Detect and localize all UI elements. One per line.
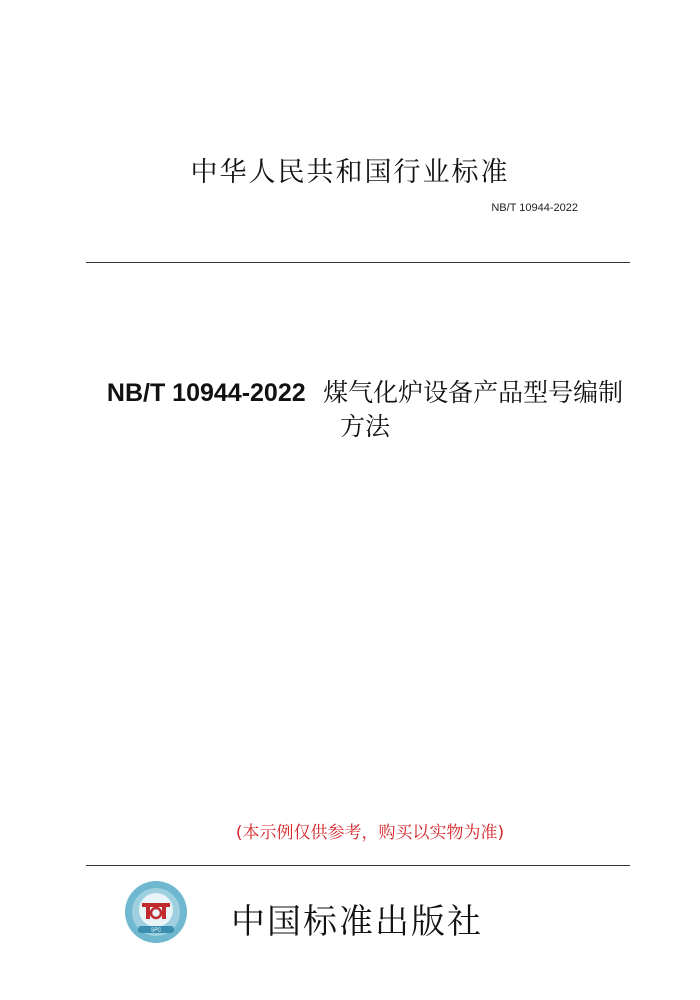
sample-notice: (本示例仅供参考，购买以实物为准) xyxy=(235,823,505,843)
document-code: NB/T 10944-2022 xyxy=(106,379,306,407)
standard-code: NB/T 10944-2022 xyxy=(491,202,578,214)
publisher-logo-icon xyxy=(124,880,188,944)
document-title-line1: 煤气化炉设备产品型号编制 xyxy=(323,378,624,407)
top-divider xyxy=(86,262,630,263)
header-title: 中华人民共和国行业标准 xyxy=(190,157,510,188)
logo-text: SPC xyxy=(150,927,162,934)
document-title-line2: 方法 xyxy=(339,412,390,441)
publisher-name: 中国标准出版社 xyxy=(231,902,483,942)
document-title xyxy=(40,376,690,443)
bottom-divider xyxy=(86,865,630,866)
